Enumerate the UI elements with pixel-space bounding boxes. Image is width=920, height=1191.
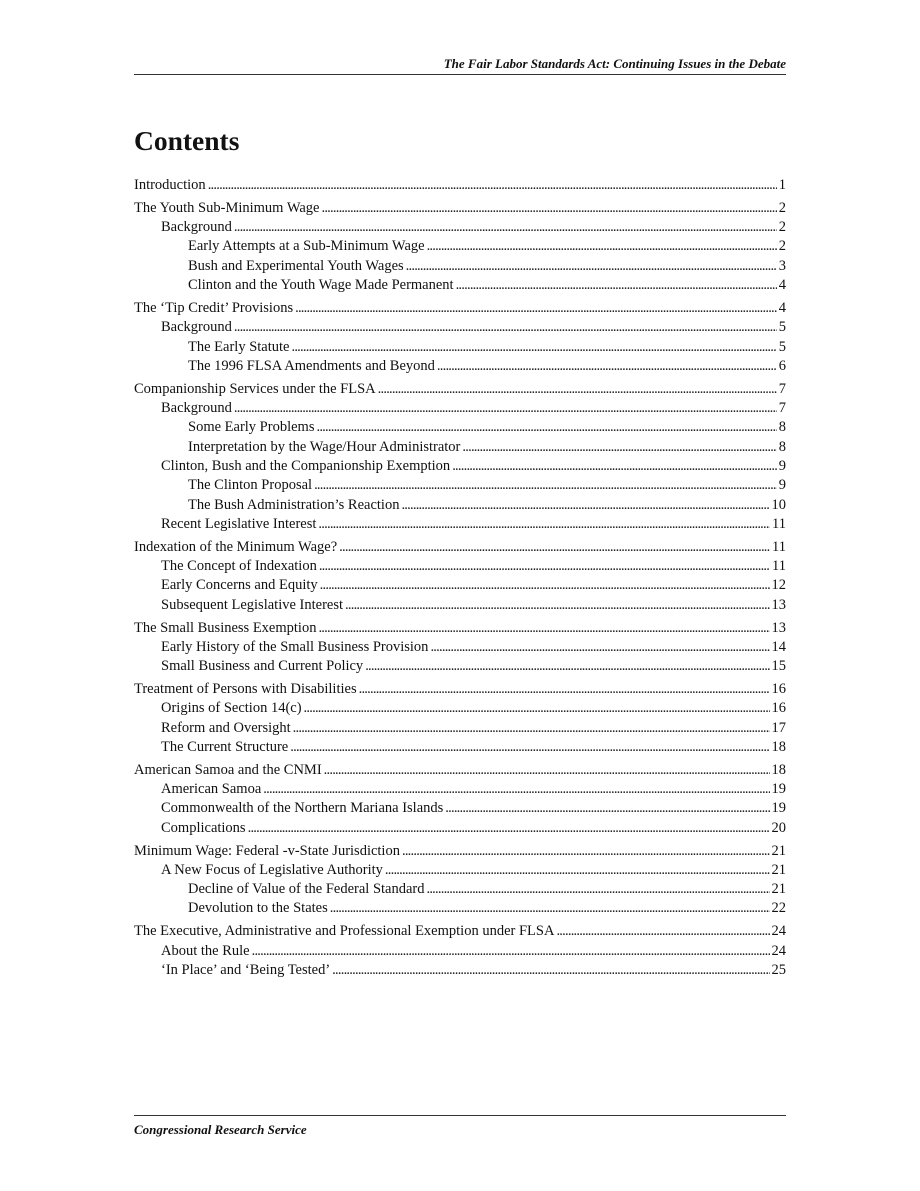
toc-entry-title: Early Attempts at a Sub-Minimum Wage: [188, 238, 425, 255]
toc-entry[interactable]: [134, 842, 786, 861]
toc-entry-page: 24: [771, 942, 786, 959]
toc-entry-title: Devolution to the States: [188, 900, 328, 917]
toc-entry-title: The Concept of Indexation: [161, 558, 317, 575]
toc-entry[interactable]: [134, 557, 786, 576]
dot-leader: [462, 438, 776, 457]
toc-entry-title: American Samoa and the CNMI: [134, 761, 322, 778]
toc-entry-page: 14: [771, 638, 786, 655]
toc-entry[interactable]: [134, 338, 786, 357]
toc-entry[interactable]: [134, 942, 786, 961]
toc-entry-title: Introduction: [134, 177, 206, 193]
toc-entry-title: Subsequent Legislative Interest: [161, 596, 344, 613]
toc-entry-title: American Samoa: [161, 781, 262, 798]
toc-entry-page: 11: [772, 538, 786, 555]
toc-entry[interactable]: [134, 276, 786, 295]
dot-leader: [234, 318, 777, 337]
dot-leader: [456, 276, 777, 295]
toc-entry[interactable]: [134, 680, 786, 699]
toc-entry-title: Clinton and the Youth Wage Made Permanent: [188, 277, 454, 294]
toc-entry[interactable]: [134, 237, 786, 256]
toc-entry[interactable]: [134, 538, 786, 557]
running-footer: [134, 1115, 786, 1139]
toc-entry-page: 15: [771, 658, 786, 675]
dot-leader: [295, 299, 777, 318]
toc-entry-title: Small Business and Current Policy: [161, 658, 364, 675]
toc-entry[interactable]: [134, 761, 786, 780]
toc-entry[interactable]: [134, 657, 786, 676]
dot-leader: [208, 176, 777, 195]
toc-entry-page: 21: [771, 861, 786, 878]
dot-leader: [263, 780, 769, 799]
dot-leader: [401, 496, 769, 515]
toc-entry-title: The Current Structure: [161, 738, 289, 755]
toc-entry-title: The Youth Sub-Minimum Wage: [134, 199, 320, 216]
toc-entry[interactable]: [134, 357, 786, 376]
dot-leader: [290, 738, 769, 757]
toc-entry-page: 25: [771, 961, 786, 978]
dot-leader: [324, 761, 770, 780]
toc-entry-page: 22: [771, 900, 786, 917]
dot-leader: [234, 218, 777, 237]
toc-entry-page: 5: [778, 338, 786, 355]
dot-leader: [430, 638, 769, 657]
toc-entry[interactable]: [134, 799, 786, 818]
toc-entry-page: 2: [778, 238, 786, 255]
toc-entry[interactable]: [134, 880, 786, 899]
dot-leader: [365, 657, 769, 676]
toc-entry[interactable]: [134, 399, 786, 418]
toc-entry[interactable]: [134, 318, 786, 337]
toc-entry[interactable]: [134, 515, 786, 534]
toc-entry-title: The Clinton Proposal: [188, 477, 313, 494]
dot-leader: [445, 799, 769, 818]
toc-entry[interactable]: [134, 861, 786, 880]
toc-entry-page: 21: [771, 881, 786, 898]
toc-entry-title: ‘In Place’ and ‘Being Tested’: [161, 961, 331, 978]
toc-entry-page: 7: [778, 400, 786, 417]
toc-entry-page: 19: [771, 800, 786, 817]
toc-entry-title: The Bush Administration’s Reaction: [188, 496, 400, 513]
toc-entry-title: About the Rule: [161, 942, 250, 959]
footer-text: Congressional Research Service: [134, 1122, 307, 1137]
toc-entry-title: The Small Business Exemption: [134, 619, 317, 636]
toc-entry-title: A New Focus of Legislative Authority: [161, 861, 383, 878]
toc-entry-page: 21: [771, 842, 786, 859]
toc-entry-title: Background: [161, 400, 232, 417]
dot-leader: [345, 596, 769, 615]
dot-leader: [556, 922, 769, 941]
toc-entry-page: 9: [778, 457, 786, 474]
toc-entry[interactable]: [134, 719, 786, 738]
dot-leader: [314, 476, 777, 495]
toc-entry[interactable]: [134, 961, 786, 980]
dot-leader: [318, 619, 769, 638]
toc-entry-title: Early History of the Small Business Provision: [161, 638, 429, 655]
toc-entry-page: 7: [778, 380, 786, 397]
toc-entry-page: 12: [771, 577, 786, 594]
dot-leader: [291, 338, 776, 357]
toc-entry[interactable]: [134, 176, 786, 195]
toc-entry-page: 18: [771, 761, 786, 778]
toc-entry[interactable]: [134, 257, 786, 276]
toc-entry-title: Recent Legislative Interest: [161, 515, 317, 532]
toc-entry-page: 20: [771, 819, 786, 836]
toc-entry-page: 5: [778, 319, 786, 336]
toc-entry[interactable]: [134, 299, 786, 318]
toc-entry[interactable]: [134, 619, 786, 638]
toc-entry-page: 11: [772, 558, 786, 575]
dot-leader: [234, 399, 777, 418]
toc-entry-title: Background: [161, 219, 232, 236]
toc-entry-page: 13: [771, 596, 786, 613]
toc-entry[interactable]: [134, 199, 786, 218]
toc-entry-title: The Executive, Administrative and Professional Exemption under FLSA: [134, 923, 555, 940]
dot-leader: [321, 199, 776, 218]
toc-entry-page: 13: [771, 619, 786, 636]
toc-entry-page: 16: [771, 700, 786, 717]
toc-entry[interactable]: [134, 738, 786, 757]
header-title: The Fair Labor Standards Act: Continuing Issues in the Debate: [443, 56, 786, 71]
dot-leader: [427, 237, 777, 256]
toc-entry-title: Bush and Experimental Youth Wages: [188, 257, 404, 274]
toc-entry-title: Early Concerns and Equity: [161, 577, 318, 594]
toc-entry[interactable]: [134, 218, 786, 237]
toc-entry[interactable]: [134, 438, 786, 457]
dot-leader: [248, 819, 770, 838]
toc-entry[interactable]: [134, 819, 786, 838]
dot-leader: [402, 842, 770, 861]
toc-entry-title: Treatment of Persons with Disabilities: [134, 680, 357, 697]
toc-entry-title: Origins of Section 14(c): [161, 700, 302, 717]
dot-leader: [452, 457, 777, 476]
toc-entry-title: The 1996 FLSA Amendments and Beyond: [188, 357, 435, 374]
toc-entry[interactable]: [134, 899, 786, 918]
toc-entry-title: Complications: [161, 819, 246, 836]
toc-entry[interactable]: [134, 576, 786, 595]
toc-entry-page: 6: [778, 357, 786, 374]
dot-leader: [332, 961, 769, 980]
toc-entry[interactable]: [134, 496, 786, 515]
toc-entry[interactable]: [134, 922, 786, 941]
toc-entry-title: Indexation of the Minimum Wage?: [134, 538, 338, 555]
dot-leader: [293, 719, 770, 738]
toc-entry-page: 17: [771, 719, 786, 736]
table-of-contents: [134, 176, 786, 980]
toc-entry-page: 8: [778, 419, 786, 436]
dot-leader: [359, 680, 770, 699]
dot-leader: [437, 357, 777, 376]
toc-entry-title: Some Early Problems: [188, 419, 315, 436]
toc-entry-page: 4: [778, 299, 786, 316]
toc-entry-title: Interpretation by the Wage/Hour Administrator: [188, 438, 461, 455]
dot-leader: [426, 880, 769, 899]
toc-entry-page: 11: [772, 515, 786, 532]
running-header: [134, 56, 786, 75]
toc-entry[interactable]: [134, 380, 786, 399]
toc-entry-page: 10: [771, 496, 786, 513]
toc-entry[interactable]: [134, 476, 786, 495]
toc-entry-title: Decline of Value of the Federal Standard: [188, 881, 425, 898]
toc-entry-page: 8: [778, 438, 786, 455]
dot-leader: [319, 557, 770, 576]
toc-entry-page: 18: [771, 738, 786, 755]
dot-leader: [252, 942, 770, 961]
toc-entry[interactable]: [134, 457, 786, 476]
toc-entry-page: 2: [778, 199, 786, 216]
toc-entry-title: Companionship Services under the FLSA: [134, 380, 376, 397]
toc-entry[interactable]: [134, 596, 786, 615]
toc-entry-page: 3: [778, 257, 786, 274]
dot-leader: [406, 257, 777, 276]
toc-entry-page: 16: [771, 680, 786, 697]
toc-entry[interactable]: [134, 418, 786, 437]
toc-entry-page: 2: [778, 219, 786, 236]
toc-entry[interactable]: [134, 780, 786, 799]
page-title: Contents: [134, 125, 240, 156]
toc-entry-page: 24: [771, 923, 786, 940]
toc-entry-title: Reform and Oversight: [161, 719, 291, 736]
toc-entry[interactable]: [134, 699, 786, 718]
dot-leader: [304, 699, 770, 718]
toc-entry-title: Clinton, Bush and the Companionship Exemption: [161, 457, 451, 474]
toc-entry-title: Minimum Wage: Federal -v-State Jurisdiction: [134, 842, 400, 859]
toc-entry-title: The ‘Tip Credit’ Provisions: [134, 299, 294, 316]
dot-leader: [339, 538, 770, 557]
dot-leader: [378, 380, 777, 399]
toc-entry-page: 9: [778, 477, 786, 494]
toc-entry[interactable]: [134, 638, 786, 657]
dot-leader: [320, 576, 770, 595]
toc-entry-title: Commonwealth of the Northern Mariana Islands: [161, 800, 444, 817]
toc-entry-page: 1: [778, 177, 786, 193]
dot-leader: [330, 899, 770, 918]
dot-leader: [316, 418, 776, 437]
toc-entry-title: Background: [161, 319, 232, 336]
toc-entry-page: 19: [771, 781, 786, 798]
dot-leader: [318, 515, 770, 534]
toc-entry-title: The Early Statute: [188, 338, 290, 355]
toc-entry-page: 4: [778, 277, 786, 294]
dot-leader: [385, 861, 770, 880]
